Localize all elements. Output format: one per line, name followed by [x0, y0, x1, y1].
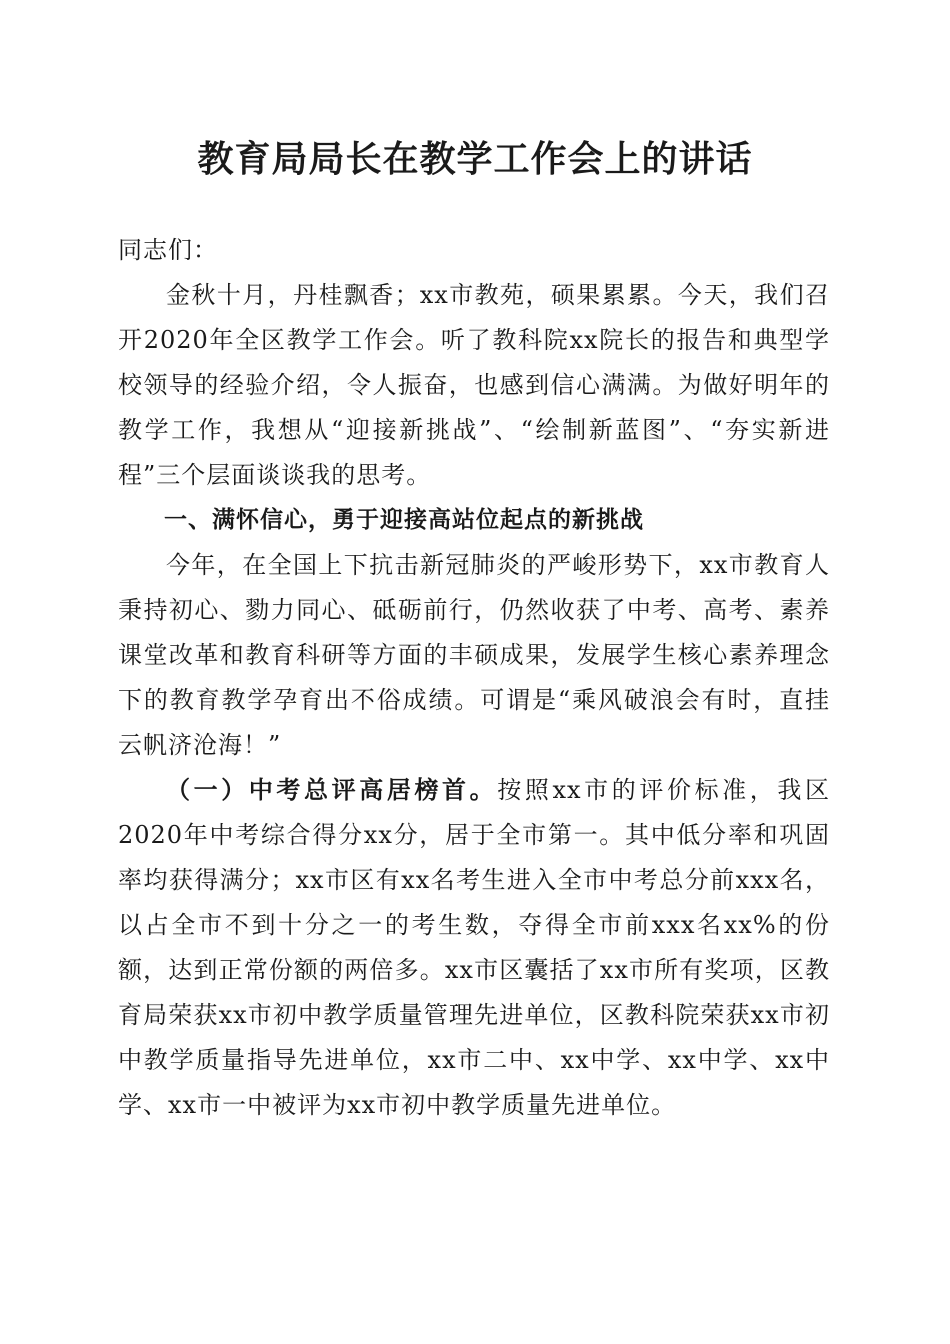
salutation: 同志们：	[118, 236, 218, 264]
subsection-text: 按照xx市的评价标准，我区2020年中考综合得分xx分，居于全市第一。其中低分率和巩固率均获得满分；xx市区有xx名考生进入全市中考总分前xxx名，以占全市不到十分之一的考生数，夺得全市前xxx名xx%的份额，达到正常份额的两倍多。xx市区囊括了xx市所有奖项，区教育局荣获xx市初中教学质量管理先进单位，区教科院荣获xx市初中教学质量指导先进单位，xx市二中、xx中学、xx中学、xx中学、xx市一中被评为xx市初中教学质量先进单位。	[118, 776, 830, 1119]
section-heading: 一、满怀信心，勇于迎接高站位起点的新挑战	[164, 507, 644, 533]
document-title: 教育局局长在教学工作会上的讲话	[197, 138, 753, 180]
document-body	[118, 228, 830, 1128]
intro-paragraph: 金秋十月，丹桂飘香；xx市教苑，硕果累累。今天，我们召开2020年全区教学工作会。听了教科院xx院长的报告和典型学校领导的经验介绍，令人振奋，也感到信心满满。为做好明年的教学工作，我想从“迎接新挑战”、“绘制新蓝图”、“夯实新进程”三个层面谈谈我的思考。	[118, 281, 830, 489]
subsection-paragraph	[118, 768, 830, 1128]
subsection-heading: （一）中考总评高居榜首。	[166, 776, 498, 804]
section-paragraph: 今年，在全国上下抗击新冠肺炎的严峻形势下，xx市教育人秉持初心、勠力同心、砥砺前行，仍然收获了中考、高考、素养课堂改革和教育科研等方面的丰硕成果，发展学生核心素养理念下的教育教学孕育出不俗成绩。可谓是“乘风破浪会有时，直挂云帆济沧海！”	[118, 551, 830, 759]
